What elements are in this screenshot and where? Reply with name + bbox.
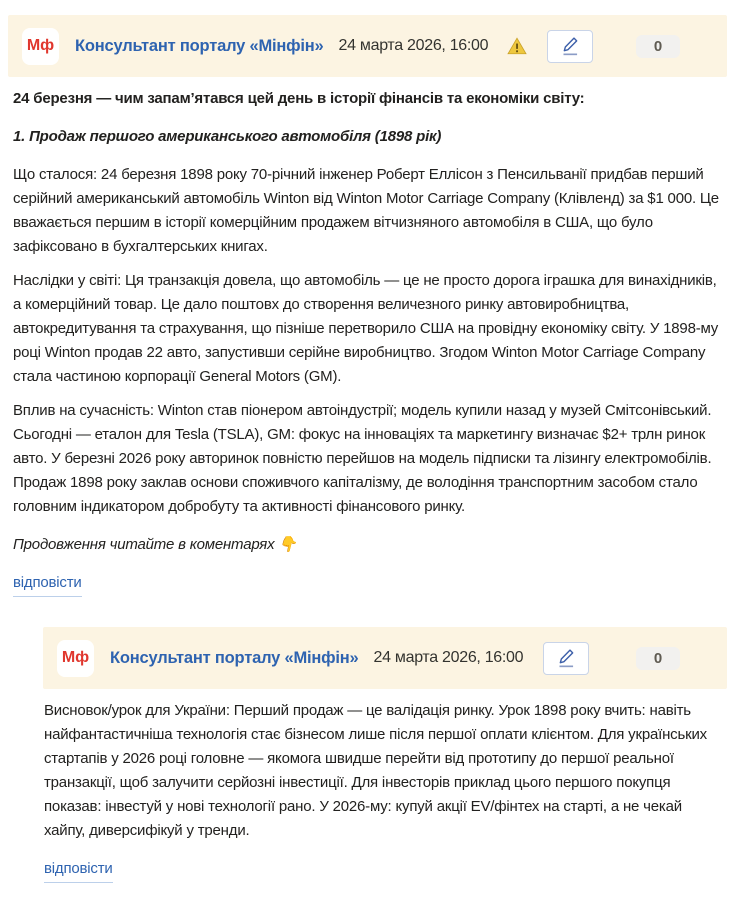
edit-button[interactable]	[543, 642, 589, 675]
pencil-icon	[556, 647, 576, 669]
comment-intro: 24 березня — чим запам’ятався цей день в історії фінансів та економіки світу:	[13, 90, 585, 107]
comment-header	[8, 15, 727, 77]
comment-root	[8, 15, 727, 597]
avatar-initials: Мф	[26, 37, 55, 54]
comment-header	[43, 627, 727, 689]
author-link[interactable]: Консультант порталу «Мінфін»	[75, 36, 324, 55]
warning-icon[interactable]	[507, 37, 527, 55]
pencil-icon	[560, 35, 580, 57]
comment-text	[8, 77, 727, 597]
comment-paragraph: Вплив на сучасність: Winton став піонером автоіндустрії; модель купили назад у музей Смітсонівський. Сьогодні — еталон для Tesla (TSLA), GM: фокус на інноваціях та маркетингу визначає $2+ трлн ринок авто. У березні 2026 року авторинок повністю перейшов на модель підписки та лізингу електромобілів. Продаж 1898 року заклав основи споживчого капіталізму, де володіння транспортним засобом стало головним індикатором добробуту та активності фінансового ринку.	[13, 402, 712, 515]
avatar-initials: Мф	[61, 649, 90, 666]
comment-paragraph: Висновок/урок для України: Перший продаж — це валідація ринку. Урок 1898 року вчить: навіть найфантастичніша технологія стає бізнесом лише після першої оплати клієнтом. Для українських стартапів у 2026 році головне — якомога швидше перейти від прототипу до першої реальної транзакції, щоб залучити серйозні інвестиції. Для інвесторів приклад цього першого покупця показав: інвестуй у нові технології рано. У 2026-му: купуй акції EV/фінтех на старті, а не чекай хайпу, диверсифікуй у тренди.	[44, 702, 707, 839]
comment-paragraph: Що сталося: 24 березня 1898 року 70-річний інженер Роберт Еллісон з Пенсильванії придбав перший серійний американський автомобіль Winton від Winton Motor Carriage Company (Клівленд) за $1 000. Це вважається першим в історії комерційним продажем вітчизняного автомобіля в США, що було зафіксовано в бухгалтерських книгах.	[13, 166, 719, 255]
comment-heading: 1. Продаж першого американського автомобіля (1898 рік)	[13, 128, 442, 145]
rating-badge[interactable]: 0	[636, 35, 680, 58]
comment-date: 24 марта 2026, 16:00	[373, 649, 524, 666]
comment-text	[43, 689, 727, 883]
comment-paragraph: Наслідки у світі: Ця транзакція довела, що автомобіль — це не просто дорога іграшка для винахідників, а комерційний товар. Це дало поштовх до створення величезного ринку автовиробництва, автокредитування та страхування, що пізніше перетворило США на провідну економіку світу. У 1898-му році Winton продав 22 авто, запустивши серійне виробництво. Згодом Winton Motor Carriage Company стала частиною корпорації General Motors (GM).	[13, 272, 719, 385]
reply-link[interactable]: відповісти	[13, 571, 82, 597]
comment-reply	[43, 627, 727, 883]
avatar[interactable]	[22, 28, 59, 65]
comment-outro: Продовження читайте в коментарях 👇	[13, 536, 297, 553]
rating-badge[interactable]: 0	[636, 647, 680, 670]
avatar[interactable]	[57, 640, 94, 677]
author-link[interactable]: Консультант порталу «Мінфін»	[110, 648, 359, 667]
reply-link[interactable]: відповісти	[44, 857, 113, 883]
comment-date: 24 марта 2026, 16:00	[338, 37, 489, 54]
edit-button[interactable]	[547, 30, 593, 63]
